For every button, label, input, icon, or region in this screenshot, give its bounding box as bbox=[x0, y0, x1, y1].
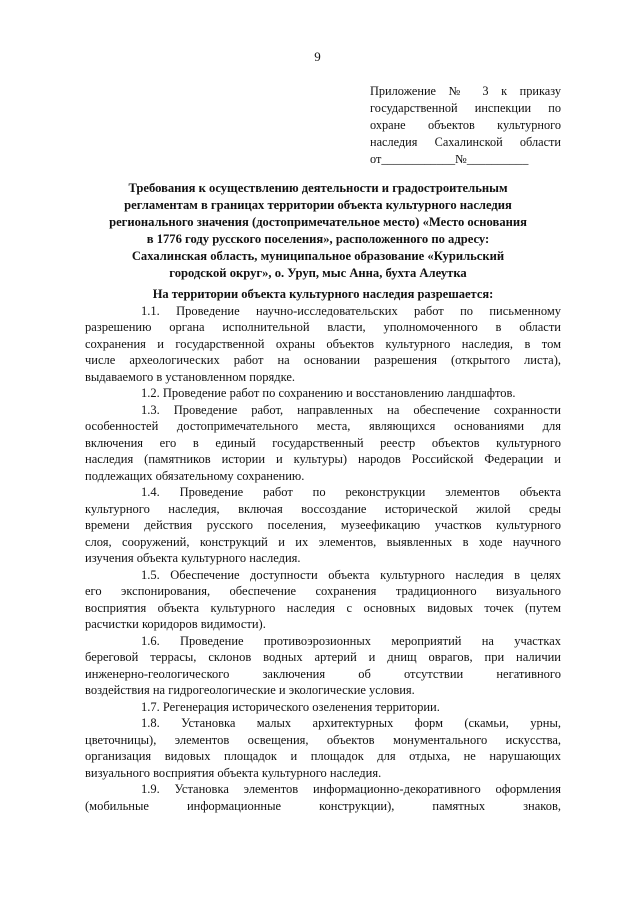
paragraph-line: времени действия русского поселения, музеефикацию участков культурного bbox=[85, 518, 561, 532]
paragraph bbox=[85, 633, 561, 699]
document-title bbox=[84, 180, 552, 282]
paragraph bbox=[85, 699, 561, 716]
paragraph-line: подлежащих обязательному сохранению. bbox=[85, 468, 305, 483]
section-heading: На территории объекта культурного наследия разрешается: bbox=[152, 287, 494, 301]
appendix-line: государственной инспекции по bbox=[370, 101, 561, 115]
page-number: 9 bbox=[314, 49, 321, 64]
paragraph-line: 1.1. Проведение научно-исследовательских работ по письменному bbox=[141, 303, 561, 318]
paragraph-list bbox=[85, 303, 561, 815]
title-line: Сахалинская область, муниципальное образование «Курильский bbox=[131, 249, 505, 263]
paragraph-line: 1.8. Установка малых архитектурных форм (скамьи, урны, bbox=[141, 716, 561, 730]
paragraph-line: культурного наследия, включая воссоздание исторической жилой среды bbox=[85, 501, 561, 516]
title-line: в 1776 году русского поселения», расположенного по адресу: bbox=[146, 232, 490, 246]
paragraph-line: числе археологических работ на основании разрешения (открытого листа), bbox=[85, 353, 561, 367]
paragraph-line: инженерно-геологического заключения об отсутствии негативного bbox=[85, 666, 561, 681]
paragraph-line: воздействия на гидрогеологические и экологические условия. bbox=[85, 683, 415, 697]
document-body bbox=[85, 286, 561, 814]
paragraph bbox=[85, 567, 561, 633]
paragraph-line: разрешению органа исполнительной власти, уполномоченного в области bbox=[85, 320, 561, 334]
paragraph bbox=[85, 781, 561, 814]
title-line: регламентам в границах территории объекта культурного наследия bbox=[124, 198, 512, 212]
title-line: городской округ», о. Уруп, мыс Анна, бухта Алеутка bbox=[169, 266, 467, 280]
appendix-note bbox=[370, 83, 561, 168]
paragraph-line: цветочницы), элементов освещения, объектов монументального искусства, bbox=[85, 732, 561, 747]
paragraph-line: визуального восприятия объекта культурного наследия. bbox=[85, 765, 382, 780]
paragraph-line: особенностей достопримечательного места, являющихся основаниями для bbox=[85, 419, 561, 433]
paragraph-line: 1.4. Проведение работ по реконструкции элементов объекта bbox=[141, 485, 561, 499]
paragraph bbox=[85, 402, 561, 485]
appendix-line: наследия Сахалинской области bbox=[370, 135, 561, 149]
paragraph-line: 1.6. Проведение противоэрозионных мероприятий на участках bbox=[141, 633, 561, 648]
paragraph-line: 1.3. Проведение работ, направленных на обеспечение сохранности bbox=[141, 402, 561, 417]
paragraph-line: наследия (памятников истории и культуры) народов Российской Федерации и bbox=[85, 452, 561, 466]
paragraph-line: восприятия объекта культурного наследия с основных видовых точек (путем bbox=[85, 600, 561, 615]
paragraph-line: его экспонирования, обеспечение сохранения традиционного визуального bbox=[85, 584, 561, 598]
title-line: регионального значения (достопримечательное место) «Место основания bbox=[109, 215, 527, 229]
paragraph bbox=[85, 303, 561, 386]
title-line: Требования к осуществлению деятельности и градостроительным bbox=[128, 181, 508, 195]
paragraph-line: слоя, сооружений, конструкций и их элементов, выявленных в ходе научного bbox=[85, 534, 561, 549]
paragraph-line: включения его в единый государственный реестр объектов культурного bbox=[85, 435, 561, 450]
paragraph bbox=[85, 385, 561, 402]
paragraph-line: сохранения и государственной охраны объектов культурного наследия, в том bbox=[85, 336, 561, 351]
appendix-date-number-line: от____________№__________ bbox=[370, 152, 529, 166]
paragraph-line: 1.9. Установка элементов информационно-декоративного оформления bbox=[141, 782, 561, 796]
paragraph-line: изучения объекта культурного наследия. bbox=[85, 551, 301, 565]
paragraph-line: береговой террасы, склонов водных артерий и днищ оврагов, при наличии bbox=[85, 650, 561, 664]
paragraph-line: расчистки коридоров видимости). bbox=[85, 617, 266, 631]
paragraph bbox=[85, 484, 561, 567]
appendix-line: охране объектов культурного bbox=[370, 118, 561, 132]
paragraph-line: (мобильные информационные конструкции), памятных знаков, bbox=[85, 798, 561, 813]
paragraph-line: 1.5. Обеспечение доступности объекта культурного наследия в целях bbox=[141, 567, 561, 582]
paragraph-line: 1.7. Регенерация исторического озеленения территории. bbox=[141, 699, 440, 714]
paragraph-line: выдаваемого в установленном порядке. bbox=[85, 369, 296, 384]
paragraph-line: организация видовых площадок и площадок для отдыха, не нарушающих bbox=[85, 749, 561, 763]
appendix-line: Приложение № 3 к приказу bbox=[370, 84, 561, 98]
paragraph bbox=[85, 715, 561, 781]
paragraph-line: 1.2. Проведение работ по сохранению и восстановлению ландшафтов. bbox=[141, 386, 516, 400]
